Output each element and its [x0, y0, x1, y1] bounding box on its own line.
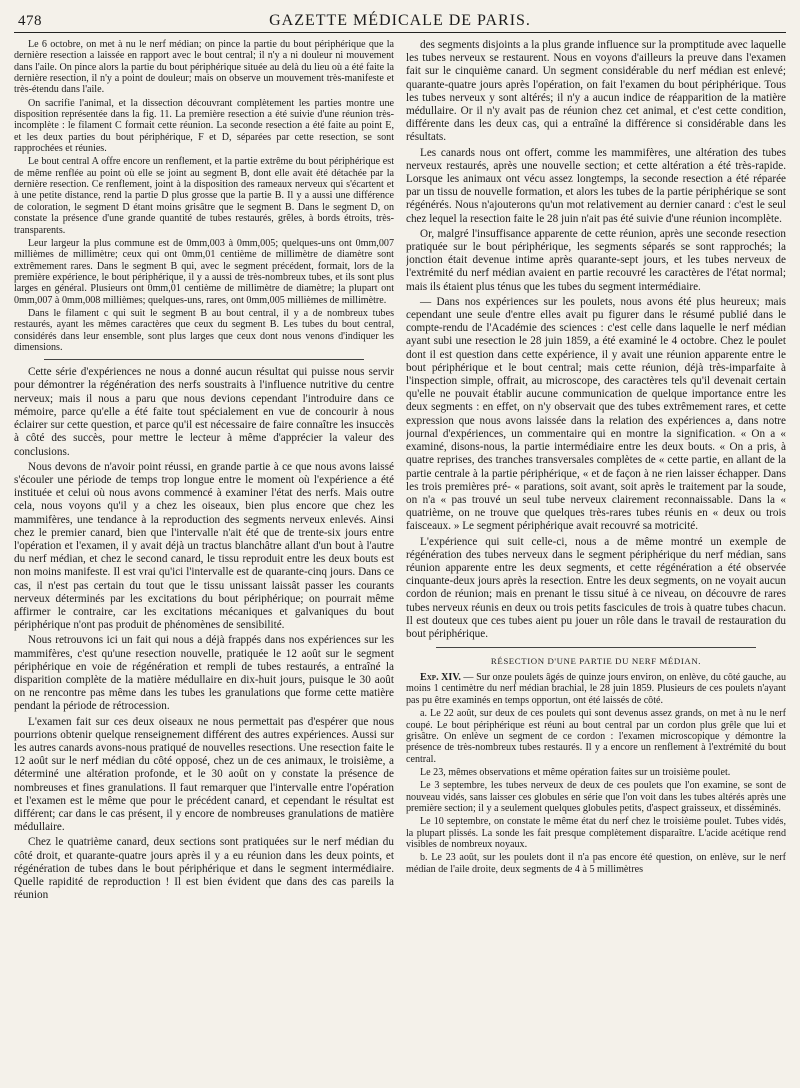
right-column: [406, 39, 786, 1088]
paragraph: a. Le 22 août, sur deux de ces poulets qui sont devenus assez grands, on met à nu le nerf coupé. Le bout périphérique est réuni au bout central par un cordon plus grêle que lui et grisâtre. On enlève un segment de ce cordon : l'examen microscopique y démontre la présence de très-nombreux tubes restaurés. Il y a encore un renflement à l'extrémité du bout central.: [406, 708, 786, 765]
experiment-intro: [406, 672, 786, 706]
left-main-text: [14, 366, 394, 902]
experiment-label: Exp. XIV.: [420, 672, 461, 684]
left-fine-print: [14, 39, 394, 353]
paragraph: Cette série d'expériences ne nous a donné aucun résultat qui puisse nous servir pour démontrer la régénération des nerfs soustraits à l'influence nutritive du centre nerveux; mais il nous a paru que nous devions cependant l'introduire dans ce mémoire, parce qu'elle a été faite tout spécialement en vue de concourir à nous éclairer sur cette question, et parce qu'il est nécessaire de faire connaître les insuccès à côté des succès, pour mettre le lecteur à même d'apprécier la valeur des conclusions.: [14, 366, 394, 458]
right-main-text: [406, 39, 786, 641]
paragraph: Le 6 octobre, on met à nu le nerf médian; on pince la partie du bout périphérique que la dernière resection a laissée en rapport avec le bout central; il n'y a ni douleur ni mouvement dans l'aile. On pince alors la partie du bout périphérique située au delà du lieu où a été faite la dernière resection, il n'y a point de douleur; mais on observe un mouvement très-manifeste et très-étendu dans l'aile.: [14, 39, 394, 96]
running-header: [14, 8, 786, 33]
paragraph: Leur largeur la plus commune est de 0mm,003 à 0mm,005; quelques-uns ont 0mm,007 millièmes de millimètre; ceux qui ont 0mm,01 centième de millimètre de diamètre sont extrêmement rares. Dans le segment B qui, avec le segment précédent, formait, lors de la première expérience, le bout périphérique, il y a aussi de très-nombreux tubes, et ils sont plus larges en général. Plusieurs ont 0mm,01 centième de millimètre de diamètre; la plupart ont 0mm,007 à 0mm,008 millièmes; quelques-uns, rares, ont 0mm,005 millièmes de millimètre.: [14, 237, 394, 306]
section-divider: [44, 359, 364, 360]
section-title: RÉSECTION D'UNE PARTIE DU NERF MÉDIAN.: [490, 656, 702, 667]
paragraph: Le 23, mêmes observations et même opération faites sur un troisième poulet.: [420, 766, 731, 778]
section-divider: [436, 647, 756, 648]
right-fine-print: [406, 672, 786, 875]
paragraph: Or, malgré l'insuffisance apparente de cette réunion, après une seconde resection pratiquée sur le bout périphérique, les segments séparés se sont rapprochés; la jonction était devenue intime après quarante-sept jours, et les tubes nerveux de l'extrémité du nerf médian avaient en partie recouvré les caractères de l'état normal; mais ils étaient plus ténus que les tubes du segment intermédiaire.: [406, 227, 786, 293]
paragraph: des segments disjoints a la plus grande influence sur la promptitude avec laquelle les tubes nerveux se restaurent. Nous en voyons d'ailleurs la preuve dans l'examen fait sur le cinquième canard. Un segment considérable du nerf médian est enlevé; quarante-quatre jours après l'opération, on fait l'examen du bout périphérique. Tous les tubes nerveux y sont altérés; il n'y a aucun indice de réapparition de la matière médullaire. Or il n'y avait pas de réunion chez cet animal, et c'est cette condition, différente dans les deux cas, qui a entraîné la différence si considérable dans les résultats.: [406, 39, 786, 144]
paragraph: Le 3 septembre, les tubes nerveux de deux de ces poulets que l'on examine, se sont de nouveau vidés, sans laisser ces globules en série que l'on voit dans les tubes altérés après une première section; il y a seulement quelques globules petits, d'aspect graisseux, et disséminés.: [406, 780, 786, 814]
page-number: 478: [18, 13, 42, 29]
paragraph: Nous devons de n'avoir point réussi, en grande partie à ce que nous avons laissé s'écouler une période de temps trop longue entre le moment où l'expérience a été instituée et celui où nous avons commencé à examiner l'état des nerfs. Mais outre cela, nous voyons qu'il y a chez les oiseaux, bien plus encore que chez les mammifères, une tendance à la reproduction des segments nerveux enlevés. Ainsi chez le premier canard, bien que l'intervalle n'ait été que de trente-six jours entre l'opération et l'examen, il y avait déjà un tractus blanchâtre allant d'un bout à l'autre du nerf médian, et chez le second canard, le tissu reproduit entre les deux bouts est non moins manifeste. Il est vrai qu'ici l'intervalle est de quarante-cinq jours. Dans ce cas, il n'est pas certain du tout que le tissu unissant laissât passer les courants nerveux déterminés par les excitations du bout périphérique; on pourrait même affirmer le contraire, car les excitations mécaniques et galvaniques du bout périphérique n'ont pas produit de phénomènes de sensibilité.: [14, 460, 394, 632]
paragraph: Les canards nous ont offert, comme les mammifères, une altération des tubes nerveux restaurés, après une nouvelle section; et cette altération a été très-rapide. Lorsque les animaux ont vécu assez longtemps, la seconde resection a été réparée par un tissu de nouvelle formation, et alors les tubes de la partie périphérique se sont régénérés. Nous n'ajouterons qu'un mot relativement au dernier canard : c'est le seul chez lequel la resection faite le 28 juin n'ait pas été suivie d'une réunion incomplète.: [406, 146, 786, 225]
paragraph: — Dans nos expériences sur les poulets, nous avons été plus heureux; mais cependant une seule d'entre elles avait pu figurer dans le résumé publié dans le compte-rendu de l'Académie des sciences : c'est celle dans laquelle le nerf médian ayant subi une resection le 28 juin 1859, a été examiné le 4 octobre. Chez le poulet dont il est question dans cette expérience, il y avait une réunion apparente entre le bout périphérique et le bout central; mais cette réunion, déjà très-imparfaite à l'inspection simple, offrait, au microscope, des caractères tels qu'il devenait certain qu'elle ne pouvait établir aucune communication de quelque importance entre les deux segments : en effet, on n'y observait que des tubes extrêmement rares, et cette expression que nous avons laissée dans la relation des expériences a, dans notre journal d'expériences, un commentaire qui en montre la signification. « On a « examiné, disons-nous, la partie intermédiaire entre les deux bouts. « On a pris, à quatre reprises, des tranches transversales complètes de « cette partie, en allant de la partie centrale à la partie périphérique, « et de façon à ne rien laisser échapper. Dans les trois premières pré- « parations, soit avant, soit après le traitement par la soude, on n'a « pas trouvé un seul tube nerveux clairement reconnaissable. Dans la « quatrième, on ne trouve que quelques très-rares tubes réunis en « deux ou trois faisceaux. » Le segment périphérique avait recouvré sa motricité.: [406, 295, 786, 533]
paragraph: Le 10 septembre, on constate le même état du nerf chez le troisième poulet. Tubes vidés, la plupart plissés. La sonde les fait presque complètement disparaître. L'acide acétique rend visibles de nombreux noyaux.: [406, 816, 786, 850]
left-column: [14, 39, 394, 1088]
paragraph: Dans le filament c qui suit le segment B au bout central, il y a de nombreux tubes restaurés, ayant les mêmes caractères que ceux du segment B. Les tubes du bout central, considérés dans leur ensemble, sont plus larges que ceux dont nous venons d'indiquer les dimensions.: [14, 307, 394, 353]
masthead: GAZETTE MÉDICALE DE PARIS.: [269, 12, 531, 29]
paragraph: b. Le 23 août, sur les poulets dont il n'a pas encore été question, on enlève, sur le nerf médian de l'aile droite, deux segments de 4 à 5 millimètres: [406, 852, 786, 875]
two-column-body: [14, 39, 786, 1088]
paragraph: On sacrifie l'animal, et la dissection découvrant complètement les parties montre une disposition représentée dans la fig. 11. La première resection a été suivie d'une réunion très-incomplète : le filament C formait cette réunion. La seconde resection a été faite au point E, et les deux parties du bout périphérique, F et D, séparées par cette resection, se sont rapprochées et réunies.: [14, 97, 394, 155]
paragraph: L'expérience qui suit celle-ci, nous a de même montré un exemple de régénération des tubes nerveux dans le segment périphérique du nerf médian, sans réunion apparente entre les deux segments, et cette régénération a été observée cinquante-deux jours après la resection. Entre les deux segments, on ne voyait aucun cordon de réunion; mais en prenant le tissu situé à ce niveau, on découvre de rares tubes nerveux réunis en deux ou trois petits fascicules de trois à quatre tubes chacun. Il est douteux que ces tubes aient pu jouer un rôle dans le travail de restauration du bout périphérique.: [406, 535, 786, 640]
paragraph: Chez le quatrième canard, deux sections sont pratiquées sur le nerf médian du côté droit, et quarante-quatre jours après il y a eu réunion dans les deux points, et régénération de tubes dans le bout périphérique et dans le segment intermédiaire. Quelle rapidité de reproduction ! Il est bien évident que dans des cas pareils la réunion: [14, 836, 394, 902]
paragraph: Nous retrouvons ici un fait qui nous a déjà frappés dans nos expériences sur les mammifères, c'est qu'une resection nouvelle, pratiquée le 12 août sur le segment périphérique en voie de régénération et rempli de tubes restaurés, a entraîné la disparition complète de la matière médullaire en dix-huit jours, puisque le 30 août on ne rencontre pas même dans les tubes les granulations que forme cette matière pendant la période de rétrocession.: [14, 634, 394, 713]
paragraph: L'examen fait sur ces deux oiseaux ne nous permettait pas d'espérer que nous pourrions obtenir quelque renseignement différent des autres expériences. Aussi sur les autres canards avons-nous pratiqué de nouvelles resections. Une resection faite le 12 août sur le nerf médian du côté opposé, chez un de ces animaux, le troisième, a déterminé une altération profonde, et le 30 août on y constate la présence de nombreuses et fines granulations. Il faut remarquer que l'intervalle entre l'opération et l'examen est le même que pour le précédent canard, et cependant le résultat est différent; car dans le cas présent, il y encore de nombreuses granulations de matière médullaire.: [14, 715, 394, 834]
paragraph: Le bout central A offre encore un renflement, et la partie extrême du bout périphérique est de même renflée au point où elle se joint au segment B, dont elle avait été détachée par la dernière resection. Ce renflement, joint à la disposition des rameaux nerveux qui s'écartent et à une petite distance, rend la partie D plus grosse que la partie B. Il y a aussi une différence de coloration, le segment D étant moins grisâtre que le segment B. Dans le segment D, on constate la présence d'une grande quantité de tubes restaurés, grêles, à bords étroits, très-transparents.: [14, 156, 394, 236]
experiment-text: — Sur onze poulets âgés de quinze jours environ, on enlève, du côté gauche, au moins 1 centimètre du nerf médian brachial, le 28 juin 1859. Plusieurs de ces poulets n'ayant pas pu être examinés en temps opportun, ont été laissés de côté.: [406, 672, 786, 706]
